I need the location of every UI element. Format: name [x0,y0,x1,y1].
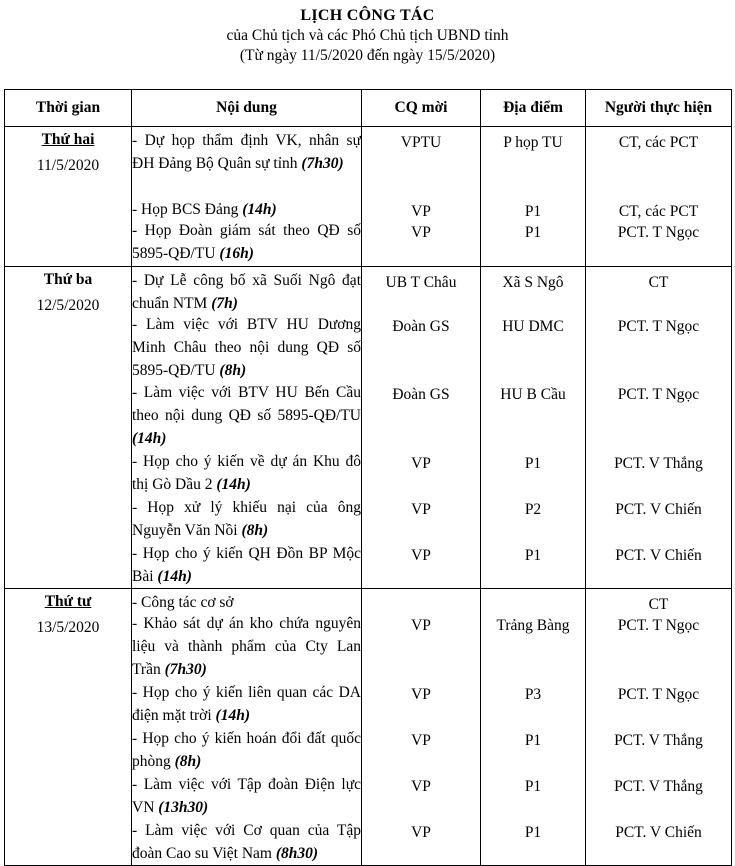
item-time: (8h) [241,522,269,539]
header-location: Địa điểm [481,90,586,127]
item-text: - Làm việc với BTV HU Bến Cầu theo nội dung QĐ số 5895-QĐ/TU [132,384,361,424]
item-host: VP [411,778,431,795]
item-host: VP [411,547,431,564]
item-text: - Làm việc với Tập đoàn Điện lực VN [132,776,361,816]
item-time: (7h30) [164,661,207,678]
item-performer: PCT. T Ngọc [617,318,700,335]
item-host: Đoàn GS [392,386,450,403]
item-text: - Họp cho ý kiến QH Đồn BP Mộc Bài [132,545,361,585]
item-host: VPTU [400,134,442,151]
item-text: - Họp BCS Đảng [132,201,239,218]
item-location: P1 [524,547,542,564]
item-time: (14h) [132,430,167,447]
item-text: - Dự Lễ công bố xã Suối Ngô đạt chuẩn NTM [132,272,361,312]
document-heading [0,0,735,66]
day-row [5,127,732,267]
schedule-item [132,496,361,542]
item-performer: PCT. T Ngọc [617,224,700,241]
item-performer: PCT. V Chiến [615,547,702,564]
performer-cell [586,127,732,267]
schedule-item [132,267,361,313]
item-location: P1 [524,778,542,795]
item-host: VP [411,732,431,749]
day-name: Thứ ba [43,271,93,288]
item-host: Đoàn GS [392,318,450,335]
document-subtitle: của Chủ tịch và các Phó Chủ tịch UBND tỉnh [226,27,509,44]
item-text: - Làm việc với BTV HU Dương Minh Châu theo nội dung QĐ số 5895-QĐ/TU [132,316,361,379]
item-host: VP [411,203,431,220]
schedule-body [5,127,732,866]
item-performer: PCT. V Thắng [614,778,703,795]
day-cell [5,127,132,267]
schedule-item [132,450,361,496]
item-time: (14h) [215,707,250,724]
item-time: (7h30) [301,155,344,172]
item-time: (8h) [219,362,247,379]
schedule-item [132,681,361,727]
item-host [362,589,480,612]
header-time: Thời gian [5,90,132,127]
schedule-item [132,313,361,381]
location-cell [481,589,586,866]
content-cell [132,589,362,866]
header-performer: Người thực hiện [586,90,732,127]
item-time: (13h30) [158,799,209,816]
item-host: VP [411,501,431,518]
item-performer: PCT. T Ngọc [617,386,700,403]
item-time: (14h) [242,201,277,218]
schedule-item [132,727,361,773]
item-location: Trảng Bàng [496,617,570,634]
day-name: Thứ hai [41,131,95,148]
item-location: P1 [524,224,542,241]
item-performer: PCT. T Ngọc [617,686,700,703]
item-location: HU B Cầu [500,386,566,403]
day-date: 12/5/2020 [36,297,100,314]
item-location: P3 [524,686,542,703]
item-host: VP [411,617,431,634]
item-performer: PCT. V Chiến [615,824,702,841]
item-performer: CT, các PCT [618,134,699,151]
schedule-item [132,127,361,196]
schedule-item [132,773,361,819]
item-text: - Khảo sát dự án kho chứa nguyên liệu và thành phẩm của Cty Lan Trần [132,615,361,678]
item-text: - Họp cho ý kiến về dự án Khu đô thị Gò Dầu 2 [132,453,361,493]
item-performer: PCT. V Thắng [614,455,703,472]
item-time: (7h) [211,295,238,312]
item-time: (14h) [216,476,251,493]
item-host: VP [411,224,431,241]
header-content: Nội dung [132,90,362,127]
item-location: P1 [524,824,542,841]
schedule-table [4,89,732,866]
item-time: (14h) [157,568,192,585]
item-time: (8h30) [275,845,319,862]
item-time: (16h) [219,245,254,262]
item-performer: CT, các PCT [618,203,699,220]
schedule-item [132,196,361,219]
item-host: VP [411,686,431,703]
content-cell [132,267,362,589]
day-date: 13/5/2020 [36,619,100,636]
schedule-item [132,589,361,612]
document-title: LỊCH CÔNG TÁC [300,7,435,24]
item-text: - Họp cho ý kiến liên quan các DA điện mặt trời [132,684,361,724]
host-cell [362,127,481,267]
item-text: - Làm việc với Cơ quan của Tập đoàn Cao su Việt Nam [132,822,361,862]
schedule-item [132,819,361,865]
item-time: (8h) [174,753,202,770]
table-header-row [5,90,732,127]
item-text: - Họp xử lý khiếu nại của ông Nguyễn Văn Nồi [132,499,361,539]
item-host: VP [411,824,431,841]
item-location [481,589,585,612]
schedule-item [132,219,361,265]
item-performer: PCT. T Ngọc [617,617,700,634]
item-location: P2 [524,501,542,518]
item-performer: CT [648,274,669,291]
item-location: HU DMC [502,318,564,335]
item-location: P1 [524,455,542,472]
date-range: (Từ ngày 11/5/2020 đến ngày 15/5/2020) [239,47,496,64]
schedule-item [132,381,361,450]
item-location: P1 [524,732,542,749]
item-text: - Họp Đoàn giám sát theo QĐ số 5895-QĐ/TU [132,222,361,262]
item-performer: PCT. V Thắng [614,732,703,749]
item-location: P họp TU [503,134,563,151]
item-host: VP [411,455,431,472]
day-row [5,267,732,589]
day-name: Thứ tư [44,593,92,610]
item-location: Xã S Ngô [502,274,564,291]
schedule-item [132,542,361,588]
host-cell [362,267,481,589]
item-text: - Dự họp thẩm định VK, nhân sự ĐH Đảng Bộ Quân sự tỉnh [132,132,361,172]
location-cell [481,127,586,267]
day-date: 11/5/2020 [36,157,100,174]
location-cell [481,267,586,589]
header-host: CQ mời [362,90,481,127]
performer-cell [586,589,732,866]
day-row [5,589,732,866]
content-cell [132,127,362,267]
item-text: - Công tác cơ sở [132,594,234,611]
item-location: P1 [524,203,542,220]
schedule-item [132,612,361,681]
day-cell [5,267,132,589]
item-host: UB T Châu [385,274,457,291]
item-text: - Họp cho ý kiến hoán đổi đất quốc phòng [132,730,361,770]
host-cell [362,589,481,866]
item-performer: PCT. V Chiến [615,501,702,518]
performer-cell [586,267,732,589]
day-cell [5,589,132,866]
item-performer: CT [648,596,669,613]
